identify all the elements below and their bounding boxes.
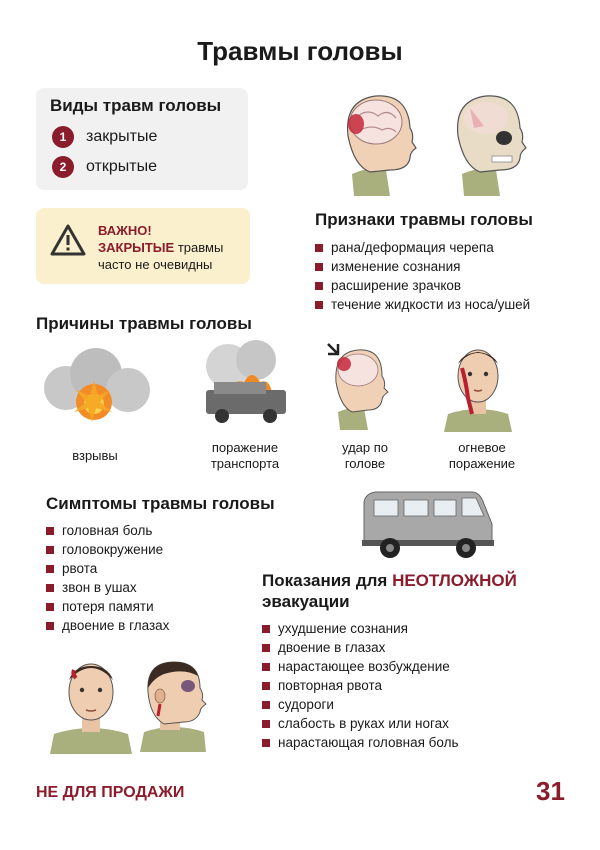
symptoms-list bbox=[46, 521, 246, 635]
list-item: рана/деформация черепа bbox=[315, 238, 575, 257]
list-item: нарастающее возбуждение bbox=[262, 657, 542, 676]
cause-caption-line: взрывы bbox=[72, 448, 118, 463]
warning-text bbox=[98, 222, 223, 273]
injury-type-item bbox=[52, 126, 157, 148]
signs-title: Признаки травмы головы bbox=[315, 210, 533, 229]
evacuation-van-illustration bbox=[360, 488, 496, 560]
cause-caption bbox=[434, 440, 530, 472]
warning-box bbox=[36, 208, 250, 284]
list-item: потеря памяти bbox=[46, 597, 246, 616]
injury-type-label: открытые bbox=[86, 158, 157, 175]
symptoms-title: Симптомы травмы головы bbox=[46, 494, 275, 513]
list-item: головокружение bbox=[46, 540, 246, 559]
list-item: расширение зрачков bbox=[315, 276, 575, 295]
cause-caption bbox=[50, 448, 140, 464]
cause-caption-line: голове bbox=[344, 456, 386, 471]
injury-types-title: Виды травм головы bbox=[50, 96, 222, 115]
injured-face-side-illustration bbox=[134, 652, 214, 752]
cause-caption-line: поражение bbox=[448, 456, 516, 471]
evac-title-part: эвакуации bbox=[262, 592, 350, 611]
list-item: двоение в глазах bbox=[262, 638, 542, 657]
evac-title-part: Показания для bbox=[262, 571, 393, 590]
not-for-sale-label: НЕ ДЛЯ ПРОДАЖИ bbox=[36, 784, 185, 801]
number-badge: 1 bbox=[52, 126, 74, 148]
warning-highlight: ЗАКРЫТЫЕ bbox=[98, 240, 175, 255]
list-item: изменение сознания bbox=[315, 257, 575, 276]
number-badge: 2 bbox=[52, 156, 74, 178]
evac-title bbox=[262, 570, 562, 612]
cause-caption-line: поражение bbox=[211, 440, 279, 455]
list-item: рвота bbox=[46, 559, 246, 578]
head-skull-illustration bbox=[440, 86, 536, 196]
injury-type-label: закрытые bbox=[86, 128, 158, 145]
warning-icon bbox=[50, 224, 86, 256]
causes-title: Причины травмы головы bbox=[36, 314, 252, 333]
page-title: Травмы головы bbox=[197, 36, 403, 66]
list-item: течение жидкости из носа/ушей bbox=[315, 295, 575, 314]
warning-line bbox=[98, 239, 223, 256]
burning-vehicle-illustration bbox=[200, 338, 296, 428]
evac-title-highlight: НЕОТЛОЖНОЙ bbox=[392, 571, 517, 590]
gunshot-face-illustration bbox=[440, 342, 516, 432]
cause-caption bbox=[320, 440, 410, 472]
cause-caption-line: огневое bbox=[458, 440, 506, 455]
injury-types-box bbox=[36, 88, 248, 190]
head-brain-illustration bbox=[330, 86, 426, 196]
list-item: нарастающая головная боль bbox=[262, 733, 542, 752]
list-item: двоение в глазах bbox=[46, 616, 246, 635]
page-number: 31 bbox=[536, 776, 565, 806]
injured-face-front-illustration bbox=[46, 654, 136, 754]
list-item: судороги bbox=[262, 695, 542, 714]
list-item: звон в ушах bbox=[46, 578, 246, 597]
warning-heading: ВАЖНО! bbox=[98, 223, 152, 238]
list-item: ухудшение сознания bbox=[262, 619, 542, 638]
explosion-illustration bbox=[36, 340, 156, 430]
cause-caption-line: транспорта bbox=[210, 456, 280, 471]
list-item: головная боль bbox=[46, 521, 246, 540]
warning-line: часто не очевидны bbox=[98, 257, 213, 272]
signs-list bbox=[315, 238, 575, 314]
head-blow-illustration bbox=[322, 338, 392, 430]
list-item: повторная рвота bbox=[262, 676, 542, 695]
cause-caption bbox=[196, 440, 294, 472]
cause-caption-line: удар по bbox=[342, 440, 388, 455]
warning-line-rest: травмы bbox=[174, 240, 224, 255]
evac-list bbox=[262, 619, 542, 752]
list-item: слабость в руках или ногах bbox=[262, 714, 542, 733]
injury-type-item bbox=[52, 156, 157, 178]
